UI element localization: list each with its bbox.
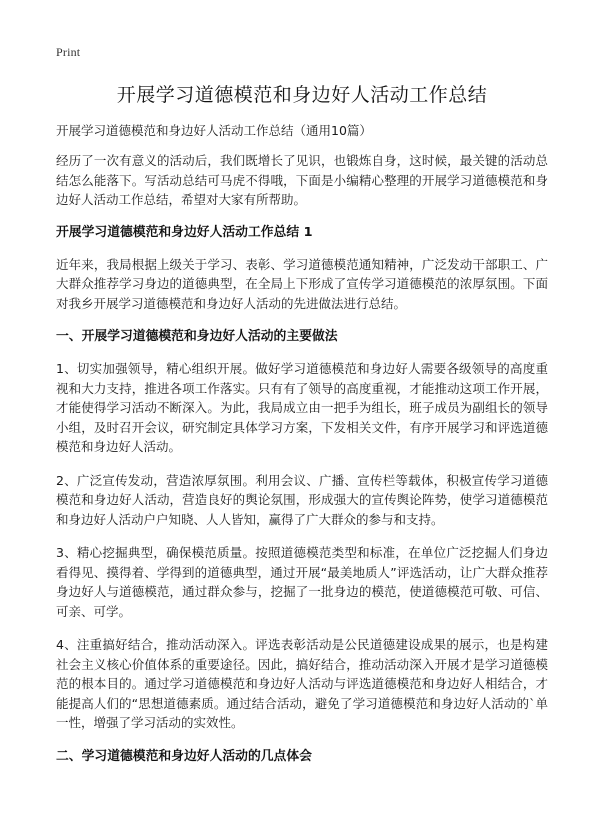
section-1-paragraph: 近年来，我局根据上级关于学习、表彰、学习道德模范通知精神，广泛发动干部职工、广大群众推荐学习身边的道德典型，在全局上下形成了宣传学习道德模范的浓厚氛围。下面对我乡开展学习道德模范和身边好人活动的先进做法进行总结。 [56,256,548,311]
document-title: 开展学习道德模范和身边好人活动工作总结 [116,84,488,106]
practice-item-3: 3、精心挖掘典型，确保模范质量。按照道德模范类型和标准，在单位广泛挖掘人们身边看得见、摸得着、学得到的道德典型，通过开展“最美地质人”评选活动，让广大群众推荐身边好人与道德模范，通过群众参与，挖掘了一批身边的模范，使道德模范可敬、可信、可亲、可学。 [56,545,548,619]
document-subtitle: 开展学习道德模范和身边好人活动工作总结（通用10篇） [56,123,372,138]
part-1-heading: 一、开展学习道德模范和身边好人活动的主要做法 [56,329,338,344]
practice-item-2: 2、广泛宣传发动，营造浓厚氛围。利用会议、广播、宣传栏等载体，积极宣传学习道德模范和身边好人活动，营造良好的舆论氛围，形成强大的宣传舆论阵势，使学习道德模范和身边好人活动户户知晓、人人皆知，赢得了广大群众的参与和支持。 [56,472,548,527]
practice-item-1: 1、切实加强领导，精心组织开展。做好学习道德模范和身边好人需要各级领导的高度重视和大力支持，推进各项工作落实。只有有了领导的高度重视，才能推动这项工作开展，才能使得学习活动不断深入。为此，我局成立由一把手为组长，班子成员为副组长的领导小组，及时召开会议，研究制定具体学习方案，下发相关文件，有序开展学习和评选道德模范和身边好人活动。 [56,361,548,454]
intro-paragraph: 经历了一次有意义的活动后，我们既增长了见识，也锻炼自身，这时候，最关键的活动总结怎么能落下。写活动总结可马虎不得哦，下面是小编精心整理的开展学习道德模范和身边好人活动工作总结，希望对大家有所帮助。 [56,153,548,207]
part-2-heading: 二、学习道德模范和身边好人活动的几点体会 [56,748,312,764]
document-body [56,121,548,779]
print-label: Print [56,45,81,59]
practice-item-4: 4、注重搞好结合，推动活动深入。评选表彰活动是公民道德建设成果的展示，也是构建社会主义核心价值体系的重要途径。因此，搞好结合，推动活动深入开展才是学习道德模范的根本目的。通过学习道德模范和身边好人活动与评选道德模范和身边好人相结合，才能提高人们的“思想道德素质。通过结合活动，避免了学习道德模范和身边好人活动的`单一性，增强了学习活动的实效性。 [56,637,548,730]
section-1-heading: 开展学习道德模范和身边好人活动工作总结 1 [56,224,313,240]
